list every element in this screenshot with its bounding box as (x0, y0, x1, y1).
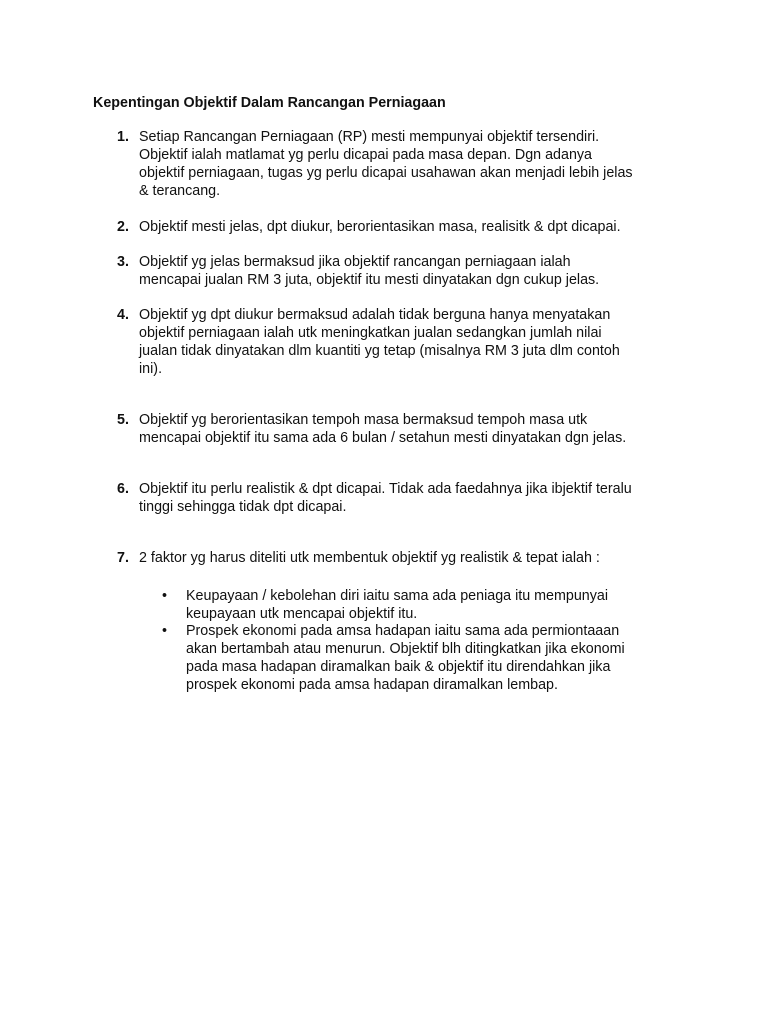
list-text (139, 549, 687, 567)
list-number: 7. (117, 550, 129, 566)
text-line: Objektif ialah matlamat yg perlu dicapai pada masa depan. Dgn adanya (139, 147, 593, 163)
list-number: 6. (117, 481, 129, 497)
text-line: Objektif itu perlu realistik & dpt dicapai. Tidak ada faedahnya jika ibjektif teralu (139, 481, 632, 497)
text-line: tinggi sehingga tidak dpt dicapai. (139, 499, 347, 515)
text-line: objektif perniagaan, tugas yg perlu dicapai usahawan akan menjadi lebih jelas (139, 165, 633, 181)
text-line: Prospek ekonomi pada amsa hadapan iaitu sama ada permiontaaan (186, 623, 620, 639)
text-line: Objektif yg dpt diukur bermaksud adalah tidak berguna hanya menyatakan (139, 307, 611, 323)
list-text (139, 128, 687, 200)
text-line: & terancang. (139, 183, 221, 199)
document-title: Kepentingan Objektif Dalam Rancangan Perniagaan (93, 95, 446, 111)
text-line: mencapai objektif itu sama ada 6 bulan / setahun mesti dinyatakan dgn jelas. (139, 430, 627, 446)
text-line: jualan tidak dinyatakan dlm kuantiti yg tetap (misalnya RM 3 juta dlm contoh (139, 343, 620, 359)
text-line: Objektif mesti jelas, dpt diukur, berorientasikan masa, realisitk & dpt dicapai. (139, 219, 621, 235)
text-line: Objektif yg berorientasikan tempoh masa bermaksud tempoh masa utk (139, 412, 588, 428)
list-text (139, 218, 687, 236)
text-line: 2 faktor yg harus diteliti utk membentuk objektif yg realistik & tepat ialah : (139, 550, 600, 566)
text-line: ini). (139, 361, 163, 377)
text-line: Setiap Rancangan Perniagaan (RP) mesti mempunyai objektif tersendiri. (139, 129, 600, 145)
list-text (139, 411, 687, 447)
list-number: 3. (117, 254, 129, 270)
bullet-icon: • (162, 623, 168, 639)
list-text (139, 253, 687, 289)
text-line: akan bertambah atau menurun. Objektif blh ditingkatkan jika ekonomi (186, 641, 625, 657)
list-number: 5. (117, 412, 129, 428)
list-number: 4. (117, 307, 129, 323)
list-number: 1. (117, 129, 129, 145)
text-line: mencapai jualan RM 3 juta, objektif itu mesti dinyatakan dgn cukup jelas. (139, 272, 600, 288)
list-text (139, 480, 687, 516)
bullet-text (186, 622, 642, 694)
bullet-text (186, 587, 642, 623)
list-number: 2. (117, 219, 129, 235)
list-text (139, 306, 687, 378)
text-line: objektif perniagaan ialah utk meningkatkan jualan sedangkan jumlah nilai (139, 325, 602, 341)
text-line: Objektif yg jelas bermaksud jika objektif rancangan perniagaan ialah (139, 254, 571, 270)
text-line: prospek ekonomi pada amsa hadapan diramalkan lembap. (186, 677, 558, 693)
text-line: pada masa hadapan diramalkan baik & objektif itu direndahkan jika (186, 659, 611, 675)
text-line: Keupayaan / kebolehan diri iaitu sama ada peniaga itu mempunyai (186, 588, 609, 604)
bullet-icon: • (162, 588, 168, 604)
text-line: keupayaan utk mencapai objektif itu. (186, 606, 418, 622)
